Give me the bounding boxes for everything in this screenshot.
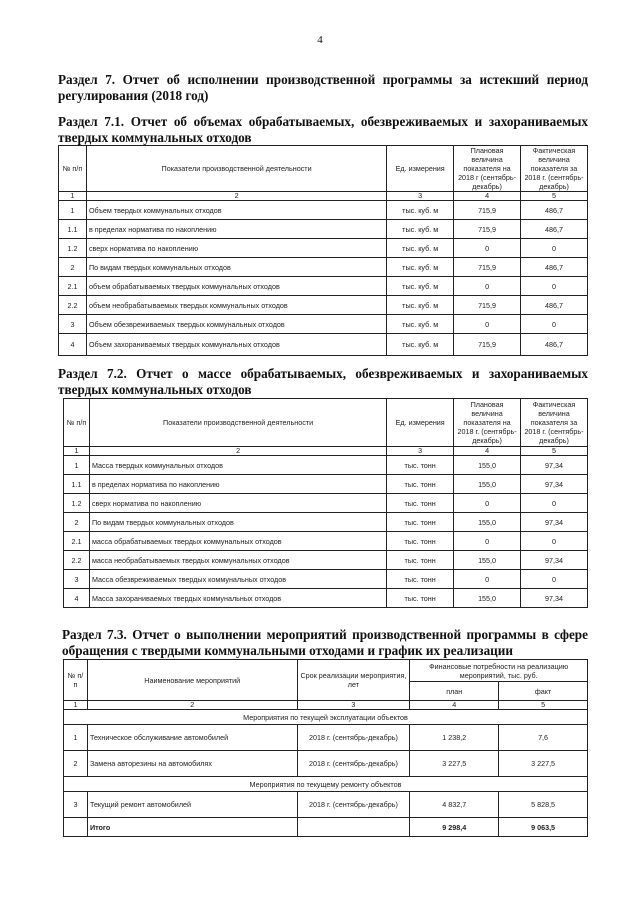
row-label: Объем твердых коммунальных отходов [86, 201, 386, 220]
row-unit: тыс. куб. м [387, 296, 454, 315]
table-row [64, 551, 588, 570]
group-operation: Мероприятия по текущей эксплуатации объектов [64, 710, 588, 725]
row-num: 1.1 [59, 220, 87, 239]
header-unit: Ед. измерения [387, 146, 454, 192]
row-label: в пределах норматива по накоплению [89, 475, 386, 494]
row-label: Масса захораниваемых твердых коммунальных отходов [89, 589, 386, 608]
index-cell: 5 [499, 701, 588, 710]
row-num: 1.2 [59, 239, 87, 258]
row-fact: 486,7 [521, 220, 588, 239]
row-plan: 155,0 [454, 475, 521, 494]
index-cell: 2 [86, 192, 386, 201]
table-row [59, 315, 588, 334]
row-fact: 486,7 [521, 296, 588, 315]
row-plan: 0 [454, 570, 521, 589]
row-unit: тыс. куб. м [387, 334, 454, 356]
row-num: 2.2 [64, 551, 90, 570]
row-plan: 0 [454, 494, 521, 513]
row-num: 4 [64, 589, 90, 608]
row-label: Объем захораниваемых твердых коммунальных отходов [86, 334, 386, 356]
row-fact: 0 [521, 532, 588, 551]
row-label: масса необрабатываемых твердых коммунальных отходов [89, 551, 386, 570]
row-term: 2018 г. (сентябрь-декабрь) [297, 751, 410, 777]
row-num: 2.1 [59, 277, 87, 296]
row-unit: тыс. тонн [387, 513, 454, 532]
row-label: Объем обезвреживаемых твердых коммунальных отходов [86, 315, 386, 334]
header-plan: план [410, 682, 499, 701]
row-unit: тыс. тонн [387, 589, 454, 608]
header-indicator: Показатели производственной деятельности [89, 399, 386, 447]
row-fact: 0 [521, 277, 588, 296]
row-fact: 486,7 [521, 201, 588, 220]
row-plan: 155,0 [454, 513, 521, 532]
row-label: Замена авторезины на автомобилях [87, 751, 297, 777]
total-plan: 9 298,4 [410, 818, 499, 837]
row-fact: 486,7 [521, 258, 588, 277]
row-num: 1 [64, 456, 90, 475]
row-plan: 155,0 [454, 551, 521, 570]
table-row [59, 239, 588, 258]
row-unit: тыс. куб. м [387, 258, 454, 277]
section-7-title: Раздел 7. Отчет об исполнении производственной программы за истекший период регулирования (2018 год) [58, 72, 588, 103]
row-num: 2 [64, 751, 88, 777]
header-fact: факт [499, 682, 588, 701]
header-fact: Фактическая величина показателя за 2018 г. (сентябрь-декабрь) [521, 399, 588, 447]
table-row [64, 532, 588, 551]
row-fact: 0 [521, 315, 588, 334]
row-plan: 0 [454, 277, 521, 296]
row-label: По видам твердых коммунальных отходов [89, 513, 386, 532]
row-plan: 715,9 [454, 220, 521, 239]
row-label: масса обрабатываемых твердых коммунальных отходов [89, 532, 386, 551]
row-unit: тыс. куб. м [387, 277, 454, 296]
row-num: 1.2 [64, 494, 90, 513]
table-row [64, 725, 588, 751]
row-label: Масса обезвреживаемых твердых коммунальных отходов [89, 570, 386, 589]
table-row [64, 570, 588, 589]
table-row [64, 475, 588, 494]
row-num: 3 [64, 792, 88, 818]
row-unit: тыс. куб. м [387, 239, 454, 258]
row-plan: 155,0 [454, 456, 521, 475]
index-cell: 4 [410, 701, 499, 710]
header-measure-name: Наименование мероприятий [87, 660, 297, 701]
row-fact: 0 [521, 494, 588, 513]
row-term: 2018 г. (сентябрь-декабрь) [297, 792, 410, 818]
row-fact: 97,34 [521, 513, 588, 532]
row-unit: тыс. тонн [387, 456, 454, 475]
row-plan: 715,9 [454, 201, 521, 220]
row-plan: 0 [454, 315, 521, 334]
row-label: сверх норматива по накоплению [86, 239, 386, 258]
header-plan: Плановая величина показателя на 2018 г (сентябрь-декабрь) [454, 146, 521, 192]
row-num: 2.1 [64, 532, 90, 551]
row-unit: тыс. тонн [387, 532, 454, 551]
row-fact: 0 [521, 239, 588, 258]
row-plan: 715,9 [454, 334, 521, 356]
row-fact: 7,6 [499, 725, 588, 751]
header-plan: Плановая величина показателя на 2018 г. (сентябрь-декабрь) [454, 399, 521, 447]
row-unit: тыс. тонн [387, 475, 454, 494]
row-plan: 3 227,5 [410, 751, 499, 777]
row-fact: 97,34 [521, 456, 588, 475]
row-label: По видам твердых коммунальных отходов [86, 258, 386, 277]
table-row [64, 589, 588, 608]
row-num: 4 [59, 334, 87, 356]
row-num: 1 [59, 201, 87, 220]
row-plan: 715,9 [454, 258, 521, 277]
table-7-3 [63, 659, 588, 837]
header-term: Срок реализации мероприятия, лет [297, 660, 410, 701]
row-plan: 155,0 [454, 589, 521, 608]
row-fact: 486,7 [521, 334, 588, 356]
index-cell: 4 [454, 447, 521, 456]
row-unit: тыс. куб. м [387, 201, 454, 220]
index-cell: 2 [89, 447, 386, 456]
row-num: 2 [59, 258, 87, 277]
row-label: Техническое обслуживание автомобилей [87, 725, 297, 751]
index-cell: 3 [387, 447, 454, 456]
section-7-2-title: Раздел 7.2. Отчет о массе обрабатываемых, обезвреживаемых и захораниваемых твердых коммунальных отходов [58, 366, 588, 397]
row-fact: 0 [521, 570, 588, 589]
row-num: 2 [64, 513, 90, 532]
header-finance: Финансовые потребности на реализацию мероприятий, тыс. руб. [410, 660, 588, 682]
row-plan: 0 [454, 239, 521, 258]
index-cell: 5 [521, 447, 588, 456]
row-fact: 97,34 [521, 589, 588, 608]
row-num: 3 [64, 570, 90, 589]
section-7-1-title: Раздел 7.1. Отчет об объемах обрабатываемых, обезвреживаемых и захораниваемых твердых коммунальных отходов [58, 114, 588, 145]
row-fact: 3 227,5 [499, 751, 588, 777]
row-unit: тыс. тонн [387, 570, 454, 589]
table-row [64, 751, 588, 777]
index-cell: 3 [387, 192, 454, 201]
total-row [64, 818, 588, 837]
table-row [59, 334, 588, 356]
row-plan: 715,9 [454, 296, 521, 315]
group-repair: Мероприятия по текущему ремонту объектов [64, 777, 588, 792]
header-unit: Ед. измерения [387, 399, 454, 447]
table-row [64, 494, 588, 513]
row-unit: тыс. куб. м [387, 220, 454, 239]
total-label: Итого [87, 818, 297, 837]
index-cell: 4 [454, 192, 521, 201]
row-fact: 97,34 [521, 551, 588, 570]
row-label: Текущий ремонт автомобилей [87, 792, 297, 818]
row-label: объем необрабатываемых твердых коммунальных отходов [86, 296, 386, 315]
table-row [59, 277, 588, 296]
row-label: сверх норматива по накоплению [89, 494, 386, 513]
table-row [59, 220, 588, 239]
row-num: 3 [59, 315, 87, 334]
header-num: № п/п [59, 146, 87, 192]
row-unit: тыс. тонн [387, 494, 454, 513]
table-row [64, 456, 588, 475]
header-num: № п/п [64, 399, 90, 447]
table-row [59, 296, 588, 315]
section-7-3-title: Раздел 7.3. Отчет о выполнении мероприятий производственной программы в сфере обращения с твердыми коммунальными отходами и график их реализации [62, 627, 588, 658]
row-num: 1.1 [64, 475, 90, 494]
index-cell: 3 [297, 701, 410, 710]
row-unit: тыс. тонн [387, 551, 454, 570]
table-row [59, 201, 588, 220]
page-number: 4 [317, 34, 323, 46]
header-fact: Фактическая величина показателя за 2018 г. (сентябрь-декабрь) [521, 146, 588, 192]
row-fact: 5 828,5 [499, 792, 588, 818]
table-row [64, 792, 588, 818]
row-label: в пределах норматива по накоплению [86, 220, 386, 239]
index-cell: 2 [87, 701, 297, 710]
row-label: объем обрабатываемых твердых коммунальных отходов [86, 277, 386, 296]
row-plan: 0 [454, 532, 521, 551]
table-row [59, 258, 588, 277]
row-plan: 1 238,2 [410, 725, 499, 751]
row-term: 2018 г. (сентябрь-декабрь) [297, 725, 410, 751]
row-plan: 4 832,7 [410, 792, 499, 818]
table-7-1 [58, 145, 588, 356]
index-cell: 1 [59, 192, 87, 201]
row-label: Масса твердых коммунальных отходов [89, 456, 386, 475]
row-fact: 97,34 [521, 475, 588, 494]
table-7-2 [63, 398, 588, 608]
index-cell: 1 [64, 447, 90, 456]
row-num: 2.2 [59, 296, 87, 315]
row-num: 1 [64, 725, 88, 751]
index-cell: 5 [521, 192, 588, 201]
header-num: № п/ п [64, 660, 88, 701]
table-row [64, 513, 588, 532]
total-fact: 9 063,5 [499, 818, 588, 837]
row-unit: тыс. куб. м [387, 315, 454, 334]
index-cell: 1 [64, 701, 88, 710]
header-indicator: Показатели производственной деятельности [86, 146, 386, 192]
